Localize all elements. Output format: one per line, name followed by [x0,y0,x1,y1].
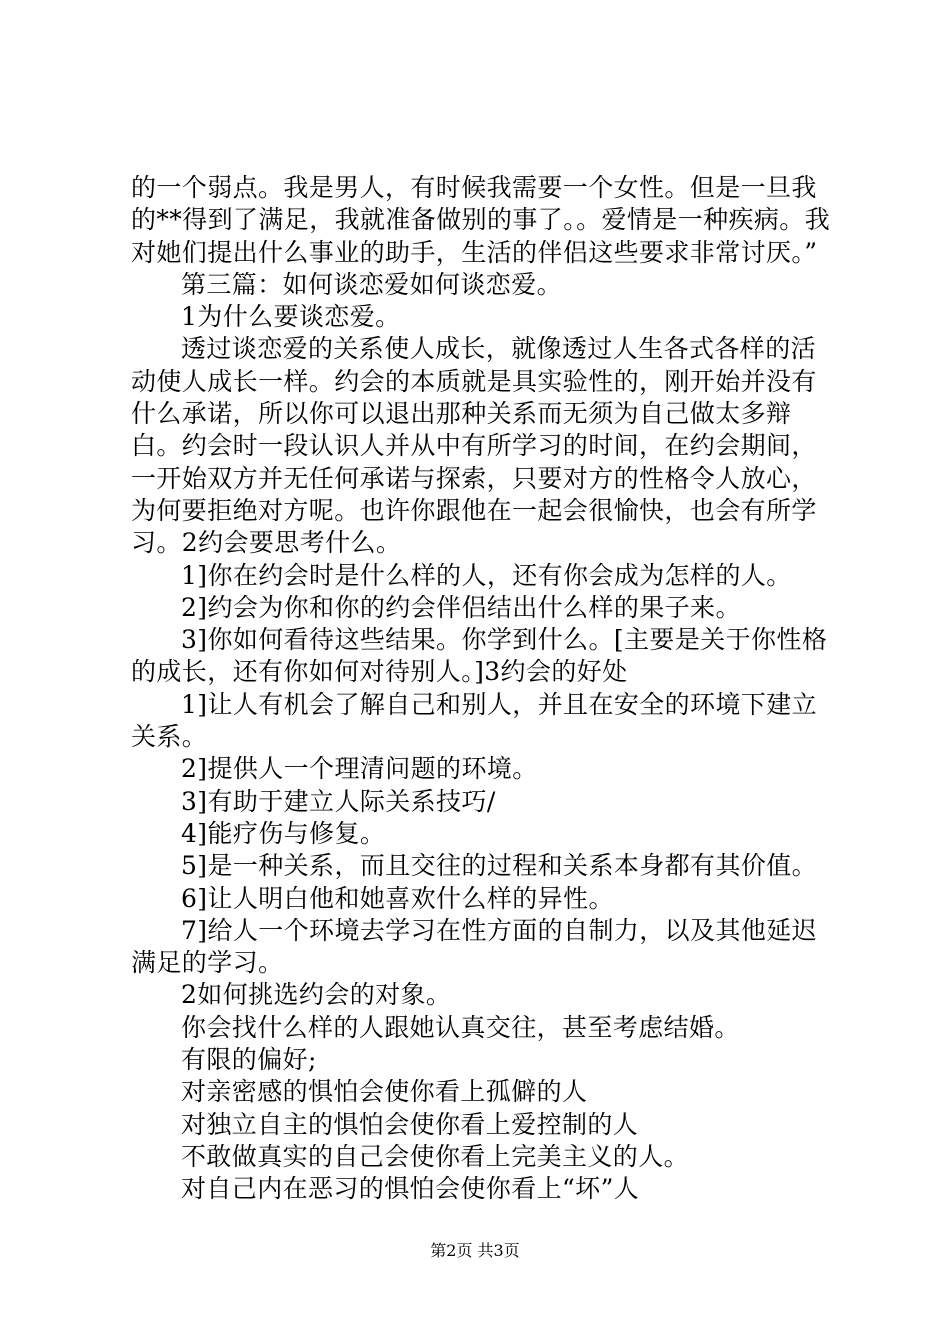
list-item: 1]让人有机会了解自己和别人，并且在安全的环境下建立关系。 [131,689,818,752]
list-item: 对亲密感的惧怕会使你看上孤僻的人 [181,1077,588,1107]
list-item: 1]你在约会时是什么样的人，还有你会成为怎样的人。 [181,560,792,590]
list-item: 4]能疗伤与修复。 [181,818,386,848]
document-body [131,172,841,1206]
paragraph: 的一个弱点。我是男人，有时候我需要一个女性。但是一旦我的**得到了满足，我就准备做别的事了。。爱情是一种疾病。我对她们提出什么事业的助手，生活的伴侣这些要求非常讨厌。” [131,173,831,267]
section-heading: 第三篇：如何谈恋爱如何谈恋爱。 [181,269,563,299]
paragraph: 透过谈恋爱的关系使人成长，就像透过人生各式各样的活动使人成长一样。约会的本质就是具实验性的，刚开始并没有什么承诺，所以你可以退出那种关系而无须为自己做太多辩白。约会时一段认识人并从中有所学习的时间，在约会期间，一开始双方并无任何承诺与探索，只要对方的性格令人放心，为何要拒绝对方呢。也许你跟他在一起会很愉快，也会有所学习。2约会要思考什么。 [131,334,817,558]
list-item: 2]提供人一个理清问题的环境。 [181,754,538,784]
list-item: 7]给人一个环境去学习在性方面的自制力，以及其他延迟满足的学习。 [131,915,818,978]
list-item: 对自己内在恶习的惧怕会使你看上“坏”人 [181,1174,640,1204]
list-item: 3]有助于建立人际关系技巧/ [181,786,496,816]
subheading: 2如何挑选约会的对象。 [181,980,452,1010]
list-item: 3]你如何看待这些结果。你学到什么。[主要是关于你性格的成长，还有你如何对待别人。]3约会的好处 [131,625,828,687]
subheading: 1为什么要谈恋爱。 [181,302,401,332]
list-item: 5]是一种关系，而且交往的过程和关系本身都有其价值。 [181,851,818,881]
list-item: 不敢做真实的自己会使你看上完美主义的人。 [181,1141,690,1171]
list-item: 6]让人明白他和她喜欢什么样的异性。 [181,883,614,913]
page-number-footer: 第2页 共3页 [430,1241,520,1260]
paragraph: 你会找什么样的人跟她认真交往，甚至考虑结婚。 [181,1012,740,1042]
paragraph: 有限的偏好; [181,1045,317,1075]
list-item: 对独立自主的惧怕会使你看上爱控制的人 [181,1109,639,1139]
list-item: 2]约会为你和你的约会伴侣结出什么样的果子来。 [181,592,741,622]
